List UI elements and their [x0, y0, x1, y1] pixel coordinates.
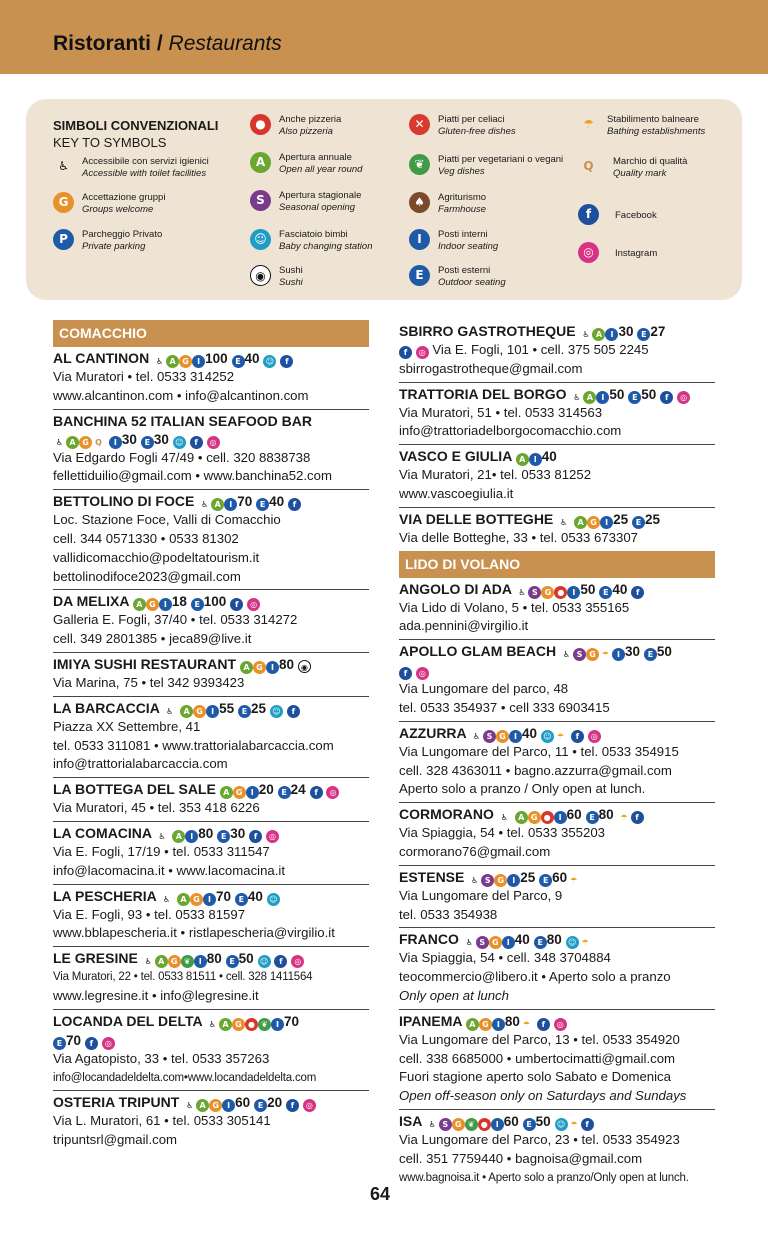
outdoor-icon: E: [235, 893, 248, 906]
legend-item-annual: A Apertura annuale Open all year round: [250, 152, 362, 176]
restaurant-entry: IPANEMA A G I 80 ☂ f ◎ Via Lungomare del Parco, 13 • tel. 0533 354920 cell. 338 6685000 • umbertocimatti@gmail.com Fuori stagione aperto solo Sabato e Domenica Open off-season only on Saturdays and Sundays: [399, 1010, 715, 1110]
facebook-icon[interactable]: f: [581, 1118, 594, 1131]
annual-icon: A: [220, 786, 233, 799]
restaurant-entry: LA BARCACCIA ♿ A G I 55 E 25 ☺ f Piazza XX Settembre, 41 tel. 0533 311081 • www.trattorialabarcaccia.com info@trattorialabarcaccia.com: [53, 697, 369, 778]
indoor-icon: I: [509, 730, 522, 743]
instagram-icon[interactable]: ◎: [677, 391, 690, 404]
wheelchair-icon: ♿: [155, 357, 164, 366]
instagram-icon[interactable]: ◎: [588, 730, 601, 743]
wheelchair-icon: ♿: [500, 813, 508, 823]
restaurant-entry: OSTERIA TRIPUNT ♿ A G I 60 E 20 f ◎ Via L. Muratori, 61 • tel. 0533 305141 tripuntsrl@gmail.com: [53, 1091, 369, 1153]
legend-item-outdoor: E Posti esterni Outdoor seating: [409, 265, 506, 289]
outdoor-icon: E: [226, 955, 239, 968]
seasonal-icon: S: [250, 190, 271, 211]
outdoor-icon: E: [599, 586, 612, 599]
legend-item-indoor: I Posti interni Indoor seating: [409, 229, 498, 253]
groups-icon: G: [190, 893, 203, 906]
indoor-icon: I: [246, 786, 259, 799]
wheelchair-icon: ♿: [465, 938, 473, 948]
facebook-icon[interactable]: f: [631, 586, 644, 599]
restaurant-entry: BETTOLINO DI FOCE ♿ A I 70 E 40 f Loc. Stazione Foce, Valli di Comacchio cell. 344 0571330 • 0533 81302 vallidicomacchio@podeltatourism.it bettolinodifoce2023@gmail.com: [53, 490, 369, 590]
legend-item-gluten: ✕ Piatti per celiaci Gluten-free dishes: [409, 114, 516, 138]
outdoor-icon: E: [238, 705, 251, 718]
instagram-icon[interactable]: ◎: [416, 346, 429, 359]
annual-icon: A: [219, 1018, 232, 1031]
restaurant-entry: LOCANDA DEL DELTA ♿ A G ● ❦ I 70 E 70 f ◎ Via Agatopisto, 33 • tel. 0533 357263 info@locandadeldelta.com•www.locandadeldelta.com: [53, 1010, 369, 1092]
seasonal-icon: S: [528, 586, 541, 599]
restaurant-entry: ESTENSE ♿ S G I 25 E 60 ☂ Via Lungomare del Parco, 9 tel. 0533 354938: [399, 866, 715, 929]
outdoor-icon: E: [232, 355, 245, 368]
baby-change-icon: ☺: [250, 229, 271, 250]
beach-umbrella-icon: ☂: [583, 117, 594, 131]
legend-item-instagram: ◎ Instagram: [578, 242, 657, 266]
pizza-icon: ●: [554, 586, 567, 599]
restaurant-entry: SBIRRO GASTROTHEQUE ♿ A I 30 E 27 f ◎ Via E. Fogli, 101 • cell. 375 505 2245 sbirrogastrotheque@gmail.com: [399, 320, 715, 383]
annual-icon: A: [180, 705, 193, 718]
groups-icon: G: [528, 811, 541, 824]
facebook-icon[interactable]: f: [399, 346, 412, 359]
legend-item-baby: ☺ Fasciatoio bimbi Baby changing station: [250, 229, 372, 253]
restaurant-entry: IMIYA SUSHI RESTAURANT A G I 80 ◉ Via Marina, 75 • tel 342 9393423: [53, 653, 369, 697]
outdoor-icon: E: [628, 391, 641, 404]
indoor-icon: I: [159, 598, 172, 611]
groups-icon: G: [232, 1018, 245, 1031]
restaurant-name: VIA DELLE BOTTEGHE: [399, 510, 554, 527]
indoor-icon: I: [605, 328, 618, 341]
instagram-icon[interactable]: ◎: [554, 1018, 567, 1031]
wheelchair-icon: ♿: [518, 587, 526, 597]
restaurant-name: LE GRESINE: [53, 950, 138, 967]
legend-item-groups: G Accettazione gruppi Groups welcome: [53, 192, 165, 216]
farmhouse-icon: ♠: [409, 192, 430, 213]
indoor-icon: I: [109, 436, 122, 449]
section-header-comacchio: COMACCHIO: [53, 320, 369, 347]
wheelchair-icon: ♿: [201, 500, 209, 510]
baby-change-icon: ☺: [263, 355, 276, 368]
outdoor-icon: E: [637, 328, 650, 341]
restaurant-name: BANCHINA 52 ITALIAN SEAFOOD BAR: [53, 412, 313, 429]
annual-icon: A: [166, 355, 179, 368]
facebook-icon[interactable]: f: [274, 955, 287, 968]
groups-icon: G: [494, 874, 507, 887]
column-right: [399, 320, 715, 1190]
groups-icon: G: [479, 1018, 492, 1031]
restaurant-name: IMIYA SUSHI RESTAURANT: [53, 655, 237, 672]
legend-item-parking: P Parcheggio Privato Private parking: [53, 229, 162, 253]
facebook-icon[interactable]: f: [660, 391, 673, 404]
facebook-icon[interactable]: f: [310, 786, 323, 799]
beach-umbrella-icon: ☂: [556, 731, 565, 741]
annual-icon: A: [466, 1018, 479, 1031]
restaurant-entry: VIA DELLE BOTTEGHE ♿ A G I 25 E 25 Via delle Botteghe, 33 • tel. 0533 673307: [399, 510, 661, 545]
legend-item-facebook: f Facebook: [578, 204, 657, 228]
restaurant-name: LA PESCHERIA: [53, 887, 157, 904]
restaurant-entry: BANCHINA 52 ITALIAN SEAFOOD BAR ♿ A G Q I 30 E 30 ☺ f ◎ Via Edgardo Fogli 47/49 • cell. 320 8838738 fellettiduilio@gmail.com • www.banchina52.com: [53, 410, 369, 491]
legend-item-sushi: ◉ Sushi Sushi: [250, 265, 303, 289]
wheelchair-icon: ♿: [562, 650, 571, 660]
legend-item-pizza: ● Anche pizzeria Also pizzeria: [250, 114, 341, 138]
veg-icon: ❦: [258, 1018, 271, 1031]
groups-icon: G: [489, 936, 502, 949]
groups-icon: G: [193, 705, 206, 718]
indoor-icon: I: [600, 516, 613, 529]
wheelchair-icon: ♿: [144, 957, 152, 967]
restaurant-name: CORMORANO: [399, 806, 494, 823]
restaurant-entry: VASCO E GIULIA A I 40 Via Muratori, 21• tel. 0533 81252 www.vascoegiulia.it: [399, 445, 715, 508]
restaurant-entry: LA COMACINA ♿ A I 80 E 30 f ◎ Via E. Fogli, 17/19 • tel. 0533 311547 info@lacomacina.it • www.lacomacina.it: [53, 822, 369, 885]
facebook-icon[interactable]: f: [190, 436, 203, 449]
wheelchair-icon: ♿: [582, 330, 590, 339]
instagram-icon[interactable]: ◎: [266, 830, 279, 843]
baby-change-icon: ☺: [258, 955, 271, 968]
groups-icon: G: [168, 955, 181, 968]
outdoor-icon: E: [217, 830, 230, 843]
outdoor-icon: E: [141, 436, 154, 449]
indoor-icon: I: [206, 705, 219, 718]
restaurant-name: TRATTORIA DEL BORGO: [399, 385, 567, 402]
instagram-icon[interactable]: ◎: [207, 436, 220, 449]
restaurant-name: LA BOTTEGA DEL SALE: [53, 781, 216, 798]
indoor-icon: I: [567, 586, 580, 599]
baby-change-icon: ☺: [566, 936, 579, 949]
indoor-icon: I: [185, 830, 198, 843]
wheelchair-icon: ♿: [163, 894, 171, 904]
wheelchair-icon: ♿: [158, 831, 166, 841]
quality-mark-icon: Q: [95, 437, 102, 447]
sushi-icon: ◉: [298, 660, 311, 673]
baby-change-icon: ☺: [541, 730, 554, 743]
restaurant-name: ANGOLO DI ADA: [399, 580, 512, 597]
annual-icon: A: [155, 955, 168, 968]
annual-icon: A: [250, 152, 271, 173]
seasonal-icon: S: [483, 730, 496, 743]
restaurant-entry: AZZURRA ♿ S G I 40 ☺ ☂ f ◎ Via Lungomare del Parco, 11 • tel. 0533 354915 cell. 328 4363011 • bagno.azzurra@gmail.com Aperto solo a pranzo / Only open at lunch.: [399, 722, 715, 803]
outdoor-icon: E: [256, 498, 269, 511]
outdoor-icon: E: [53, 1037, 66, 1050]
annual-icon: A: [592, 328, 605, 341]
wheelchair-icon: ♿: [55, 437, 64, 447]
legend-item-veg: ❦ Piatti per vegetariani o vegani Veg dishes: [409, 154, 563, 178]
groups-icon: G: [146, 598, 159, 611]
restaurant-entry: APOLLO GLAM BEACH ♿ S G ☂ I 30 E 50 f ◎ Via Lungomare del parco, 48 tel. 0533 354937 • cell 333 6903415: [399, 640, 715, 722]
instagram-icon: ◎: [578, 242, 599, 263]
indoor-icon: I: [224, 498, 237, 511]
wheelchair-icon: ♿: [166, 706, 174, 716]
annual-icon: A: [66, 436, 79, 449]
restaurant-entry: LA BOTTEGA DEL SALE A G I 20 E 24 f ◎ Via Muratori, 45 • tel. 353 418 6226: [53, 778, 369, 822]
seasonal-icon: S: [476, 936, 489, 949]
quality-mark-icon: Q: [583, 159, 594, 173]
indoor-icon: I: [596, 391, 609, 404]
indoor-icon: I: [266, 661, 279, 674]
restaurant-name: FRANCO: [399, 931, 459, 948]
restaurant-entry: FRANCO ♿ S G I 40 E 80 ☺ ☂ Via Spiaggia, 54 • cell. 348 3704884 teocommercio@libero.it • Aperto solo a pranzo Only open at lunch: [399, 928, 715, 1009]
indoor-icon: I: [194, 955, 207, 968]
restaurant-name: AZZURRA: [399, 724, 467, 741]
restaurant-name: DA MELIXA: [53, 593, 129, 610]
wheelchair-icon: ♿: [186, 1101, 194, 1111]
restaurant-name: ESTENSE: [399, 868, 465, 885]
groups-icon: G: [79, 436, 92, 449]
restaurant-name: AL CANTINON: [53, 350, 150, 366]
groups-icon: G: [233, 786, 246, 799]
facebook-icon[interactable]: f: [230, 598, 243, 611]
indoor-icon: I: [529, 453, 542, 466]
seasonal-icon: S: [481, 874, 494, 887]
instagram-icon[interactable]: ◎: [291, 955, 304, 968]
annual-icon: A: [516, 453, 529, 466]
baby-change-icon: ☺: [173, 436, 186, 449]
restaurant-name: ISA: [399, 1112, 422, 1129]
section-header-lido-di-volano: LIDO DI VOLANO: [399, 551, 715, 578]
outdoor-icon: E: [278, 786, 291, 799]
facebook-icon[interactable]: f: [286, 1099, 299, 1112]
indoor-icon: I: [507, 874, 520, 887]
page-title: Ristoranti / Restaurants: [53, 32, 282, 55]
facebook-icon[interactable]: f: [399, 667, 412, 680]
outdoor-icon: E: [644, 648, 657, 661]
restaurant-name: APOLLO GLAM BEACH: [399, 643, 557, 660]
legend-item-quality: Q Marchio di qualità Quality mark: [578, 156, 687, 180]
groups-icon: G: [496, 730, 509, 743]
indoor-icon: I: [222, 1099, 235, 1112]
facebook-icon[interactable]: f: [288, 498, 301, 511]
wheelchair-icon: ♿: [471, 875, 479, 885]
wheelchair-icon: ♿: [573, 392, 581, 402]
column-left: [53, 320, 369, 1153]
restaurant-entry: ISA ♿ S G ❦ ● I 60 E 50 ☺ ☂ f Via Lungomare del Parco, 23 • tel. 0533 354923 cell. 351 7759440 • bagnoisa@gmail.com www.bagnoisa.it • Aperto solo a pranzo/Only open at lunch.: [399, 1112, 689, 1184]
veg-icon: ❦: [181, 955, 194, 968]
beach-umbrella-icon: ☂: [570, 1119, 578, 1129]
instagram-icon[interactable]: ◎: [303, 1099, 316, 1112]
wheelchair-icon: ♿: [58, 159, 69, 173]
legend-item-seasonal: S Apertura stagionale Seasonal opening: [250, 190, 361, 214]
instagram-icon[interactable]: ◎: [247, 598, 260, 611]
restaurant-name: IPANEMA: [399, 1012, 462, 1029]
annual-icon: A: [240, 661, 253, 674]
annual-icon: A: [583, 391, 596, 404]
instagram-icon[interactable]: ◎: [326, 786, 339, 799]
veg-icon: ❦: [409, 154, 430, 175]
restaurant-name: LA COMACINA: [53, 824, 152, 841]
beach-umbrella-icon: ☂: [570, 875, 578, 885]
indoor-icon: I: [502, 936, 515, 949]
groups-icon: G: [452, 1118, 465, 1131]
seasonal-icon: S: [439, 1118, 452, 1131]
parking-icon: P: [53, 229, 74, 250]
beach-umbrella-icon: ☂: [522, 1019, 530, 1029]
annual-icon: A: [172, 830, 185, 843]
restaurant-entry: LE GRESINE ♿ A G ❦ I 80 E 50 ☺ f ◎ Via Muratori, 22 • tel. 0533 81511 • cell. 328 1411564 www.legresine.it • info@legresine.it: [53, 947, 369, 1010]
outdoor-icon: E: [539, 874, 552, 887]
groups-icon: G: [209, 1099, 222, 1112]
restaurant-entry: CORMORANO ♿ A G ● I 60 E 80 ☂ f Via Spiaggia, 54 • tel. 0533 355203 cormorano76@gmail.com: [399, 803, 715, 866]
indoor-icon: I: [612, 648, 625, 661]
restaurant-name: BETTOLINO DI FOCE: [53, 493, 195, 510]
outdoor-icon: E: [586, 811, 599, 824]
legend-item-beach: ☂ Stabilimento balneare Bathing establishments: [578, 114, 705, 138]
groups-icon: G: [587, 516, 600, 529]
restaurant-entry: TRATTORIA DEL BORGO ♿ A I 50 E 50 f ◎ Via Muratori, 51 • tel. 0533 314563 info@trattoriadelborgocomacchio.com: [399, 383, 715, 446]
legend-item-accessible: ♿ Accessibile con servizi igienici Accessible with toilet facilities: [53, 156, 209, 180]
groups-icon: G: [586, 648, 599, 661]
indoor-icon: I: [491, 1118, 504, 1131]
restaurant-name: SBIRRO GASTROTHEQUE: [399, 323, 576, 339]
restaurant-entry: ANGOLO DI ADA ♿ S G ● I 50 E 40 f Via Lido di Volano, 5 • tel. 0533 355165 ada.pennini@virgilio.it: [399, 578, 715, 641]
baby-change-icon: ☺: [555, 1118, 568, 1131]
outdoor-icon: E: [632, 516, 645, 529]
outdoor-icon: E: [409, 265, 430, 286]
restaurant-name: LOCANDA DEL DELTA: [53, 1012, 203, 1029]
facebook-icon[interactable]: f: [537, 1018, 550, 1031]
facebook-icon[interactable]: f: [85, 1037, 98, 1050]
legend-item-farm: ♠ Agriturismo Farmhouse: [409, 192, 486, 216]
annual-icon: A: [133, 598, 146, 611]
outdoor-icon: E: [523, 1118, 536, 1131]
veg-icon: ❦: [465, 1118, 478, 1131]
instagram-icon[interactable]: ◎: [102, 1037, 115, 1050]
indoor-icon: I: [271, 1018, 284, 1031]
beach-umbrella-icon: ☂: [581, 938, 589, 948]
groups-icon: G: [53, 192, 74, 213]
restaurant-entry: LA PESCHERIA ♿ A G I 70 E 40 ☺ Via E. Fogli, 93 • tel. 0533 81597 www.bblapescheria.it • ristlapescheria@virgilio.it: [53, 885, 369, 948]
indoor-icon: I: [192, 355, 205, 368]
indoor-icon: I: [409, 229, 430, 250]
legend-title: SIMBOLI CONVENZIONALI KEY TO SYMBOLS: [53, 118, 219, 150]
sushi-icon: ◉: [250, 265, 271, 286]
indoor-icon: I: [203, 893, 216, 906]
facebook-icon[interactable]: f: [280, 355, 293, 368]
facebook-icon[interactable]: f: [249, 830, 262, 843]
restaurant-name: LA BARCACCIA: [53, 699, 160, 716]
restaurant-entry: DA MELIXA A G I 18 E 100 f ◎ Galleria E. Fogli, 37/40 • tel. 0533 314272 cell. 349 2801385 • jeca89@live.it: [53, 590, 369, 653]
annual-icon: A: [196, 1099, 209, 1112]
indoor-icon: I: [492, 1018, 505, 1031]
annual-icon: A: [177, 893, 190, 906]
wheelchair-icon: ♿: [472, 731, 481, 741]
facebook-icon[interactable]: f: [571, 730, 584, 743]
page-header: [0, 0, 768, 74]
groups-icon: G: [253, 661, 266, 674]
outdoor-icon: E: [534, 936, 547, 949]
outdoor-icon: E: [254, 1099, 267, 1112]
annual-icon: A: [574, 516, 587, 529]
gluten-free-icon: ✕: [409, 114, 430, 135]
pizza-icon: ●: [541, 811, 554, 824]
facebook-icon: f: [578, 204, 599, 225]
beach-umbrella-icon: ☂: [620, 813, 628, 823]
baby-change-icon: ☺: [270, 705, 283, 718]
annual-icon: A: [211, 498, 224, 511]
instagram-icon[interactable]: ◎: [416, 667, 429, 680]
pizza-icon: ●: [245, 1018, 258, 1031]
groups-icon: G: [179, 355, 192, 368]
indoor-icon: I: [554, 811, 567, 824]
groups-icon: G: [541, 586, 554, 599]
restaurant-entry: AL CANTINON ♿ A G I 100 E 40 ☺ f Via Muratori • tel. 0533 314252 www.alcantinon.com • info@alcantinon.com: [53, 347, 369, 410]
outdoor-icon: E: [191, 598, 204, 611]
baby-change-icon: ☺: [267, 893, 280, 906]
beach-umbrella-icon: ☂: [601, 650, 610, 660]
restaurant-name: VASCO E GIULIA: [399, 448, 512, 465]
annual-icon: A: [515, 811, 528, 824]
pizza-icon: ●: [478, 1118, 491, 1131]
wheelchair-icon: ♿: [560, 517, 568, 527]
page-number: 64: [370, 1184, 391, 1204]
pizza-icon: ●: [250, 114, 271, 135]
wheelchair-icon: ♿: [428, 1119, 436, 1129]
wheelchair-icon: ♿: [208, 1019, 217, 1029]
facebook-icon[interactable]: f: [631, 811, 644, 824]
seasonal-icon: S: [573, 648, 586, 661]
restaurant-name: OSTERIA TRIPUNT: [53, 1094, 180, 1111]
facebook-icon[interactable]: f: [287, 705, 300, 718]
